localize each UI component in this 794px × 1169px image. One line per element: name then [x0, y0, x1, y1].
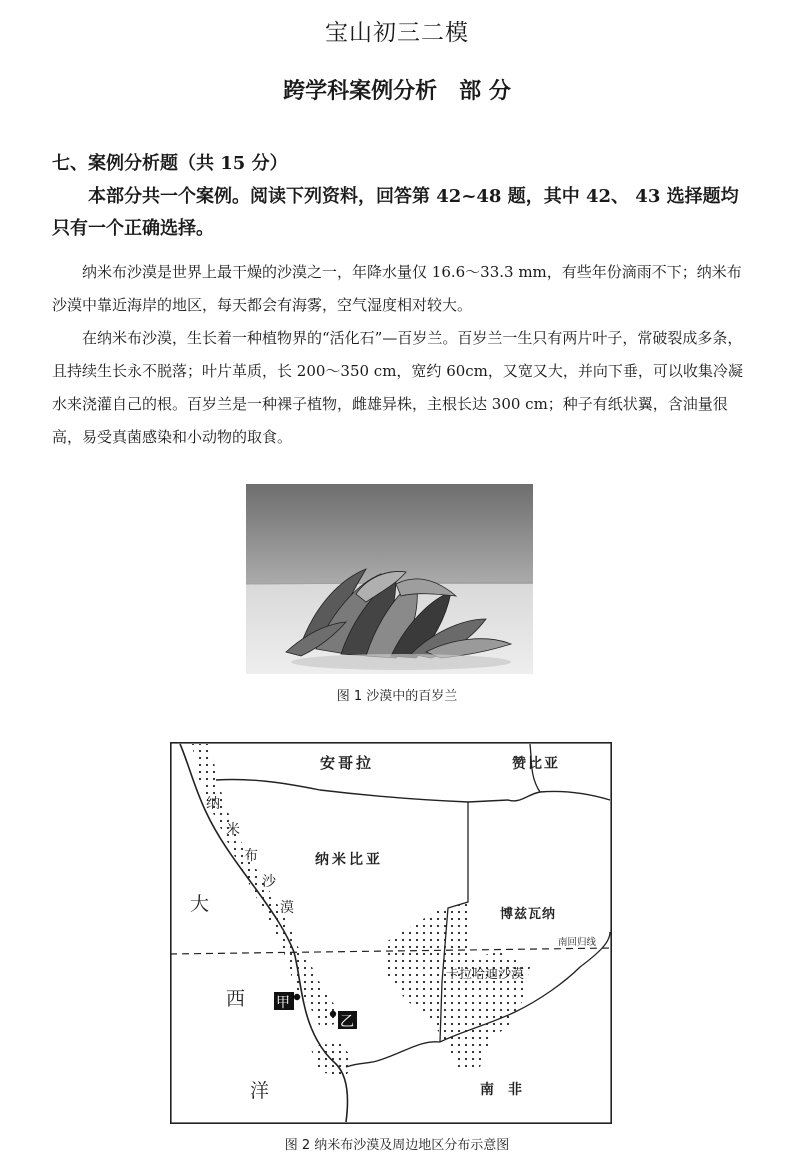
figure-2-caption: 图 2 纳米布沙漠及周边地区分布示意图 [284, 1138, 510, 1153]
label-namibia: 纳米比亚 [315, 852, 383, 868]
label-ocean-3: 洋 [250, 1080, 270, 1102]
label-namib-2: 米 [226, 822, 240, 838]
section-title: 跨学科案例分析 部 分 [283, 78, 511, 104]
namib-map [170, 742, 612, 1124]
point-yi-dot [330, 1011, 336, 1017]
label-namib-4: 沙 [262, 874, 276, 890]
label-namib-5: 漠 [280, 900, 294, 916]
school-title: 宝山初三二模 [325, 20, 469, 46]
label-botswana: 博兹瓦纳 [500, 907, 557, 922]
point-jia-label: 甲 [276, 995, 290, 1011]
map-frame [171, 743, 611, 1123]
label-tropic: 南回归线 [558, 937, 597, 948]
point-jia-dot [294, 994, 300, 1000]
label-kalahari: 卡拉哈迪沙漠 [446, 967, 525, 982]
point-yi-label: 乙 [340, 1014, 354, 1030]
question-heading: 七、案例分析题（共 15 分） [52, 153, 288, 174]
label-zambia: 赞比亚 [512, 756, 560, 772]
passage-paragraph-1: 纳米布沙漠是世界上最干燥的沙漠之一，年降水量仅 16.6～33.3 mm，有些年份滴雨不下；纳米布沙漠中靠近海岸的地区，每天都会有海雾，空气湿度相对较大。 [52, 263, 742, 314]
figure-1-caption: 图 1 沙漠中的百岁兰 [336, 689, 458, 704]
passage-paragraph-2: 在纳米布沙漠，生长着一种植物界的“活化石”—百岁兰。百岁兰一生只有两片叶子，常破裂成多条，且持续生长永不脱落；叶片革质，长 200～350 cm，宽约 60cm，又宽又大，并向下垂，可以收集冷凝水来浇灌自己的根。百岁兰是一种裸子植物，雌雄异株，主根长达 300 cm；种子有纸状翼，含油量很高，易受真菌感染和小动物的取食。 [52, 329, 743, 446]
label-south-africa: 南 非 [480, 1082, 522, 1098]
label-angola: 安哥拉 [320, 754, 375, 772]
question-intro: 本部分共一个案例。阅读下列资料，回答第 42~48 题，其中 42、 43 选择题均只有一个正确选择。 [52, 186, 739, 239]
label-ocean-2: 西 [226, 988, 246, 1010]
label-namib-1: 纳 [206, 796, 220, 812]
welwitschia-photo [246, 484, 533, 674]
label-ocean-1: 大 [190, 893, 210, 915]
label-namib-3: 布 [244, 848, 258, 864]
